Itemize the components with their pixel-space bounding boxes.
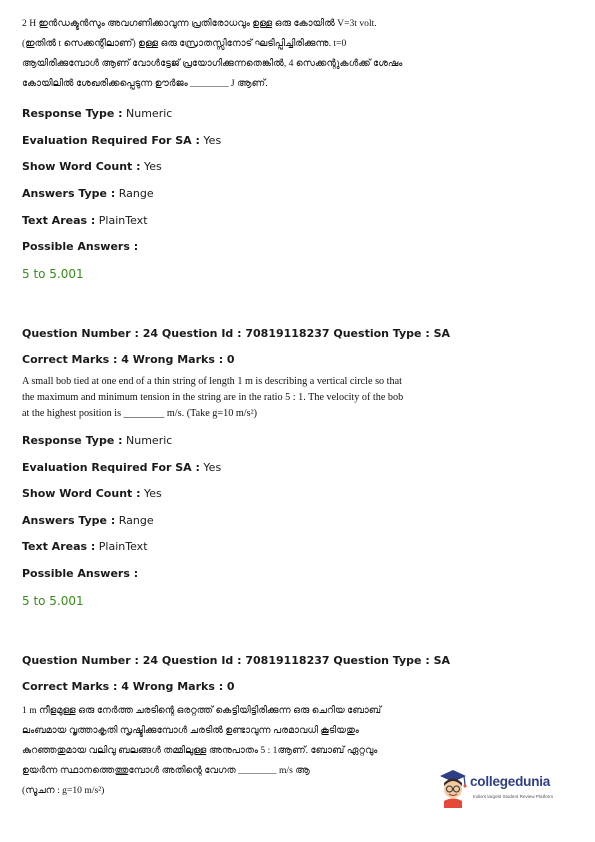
question-header: Question Number : 24 Question Id : 70819118237 Question Type : SA bbox=[22, 654, 451, 667]
field-label: Text Areas : bbox=[22, 214, 96, 227]
field-value: PlainText bbox=[98, 540, 148, 553]
question-text bbox=[22, 14, 562, 94]
q24-en-field-answers-type bbox=[22, 514, 562, 527]
top-field-text-areas bbox=[22, 214, 562, 227]
field-label: Answers Type : bbox=[22, 187, 116, 200]
field-label: Possible Answers : bbox=[22, 567, 139, 580]
question-line: 1 m നീളമുള്ള ഒരു നേർത്ത ചരടിന്റെ ഒരറ്റത്ത് കെട്ടിയിട്ടിരിക്കുന്ന ഒരു ചെറിയ ബോബ് bbox=[22, 705, 382, 716]
field-value: Yes bbox=[203, 461, 222, 474]
field-label: Response Type : bbox=[22, 434, 123, 447]
field-value: Range bbox=[118, 514, 154, 527]
field-value: Yes bbox=[203, 134, 222, 147]
field-value: PlainText bbox=[98, 214, 148, 227]
question-line: at the highest position is ________ m/s. (Take g=10 m/s²) bbox=[22, 408, 258, 420]
q24-en-field-text-areas bbox=[22, 540, 562, 553]
field-value: Yes bbox=[144, 487, 162, 500]
field-label: Text Areas : bbox=[22, 540, 96, 553]
top-field-evaluation bbox=[22, 134, 562, 147]
collegedunia-logo[interactable] bbox=[436, 768, 576, 812]
q24-ml-marks bbox=[22, 680, 562, 693]
question-marks: Correct Marks : 4 Wrong Marks : 0 bbox=[22, 353, 235, 366]
field-label: Show Word Count : bbox=[22, 160, 141, 173]
field-label: Evaluation Required For SA : bbox=[22, 134, 200, 147]
q24-en-header bbox=[22, 327, 562, 340]
q24-ml-header bbox=[22, 654, 562, 667]
possible-answer: 5 to 5.001 bbox=[22, 267, 84, 281]
top-question bbox=[22, 14, 562, 94]
question-line: the maximum and minimum tension in the string are in the ratio 5 : 1. The velocity of the bob bbox=[22, 392, 404, 404]
possible-answer: 5 to 5.001 bbox=[22, 594, 84, 608]
q24-en-field-response-type bbox=[22, 434, 562, 447]
q24-en-field-evaluation bbox=[22, 461, 562, 474]
top-field-word-count bbox=[22, 160, 562, 173]
question-line: കോയിലിൽ ശേഖരിക്കപ്പെടുന്ന ഊർജം ________ J ആണ്. bbox=[22, 78, 268, 89]
top-field-response-type bbox=[22, 107, 562, 120]
top-field-possible-answers bbox=[22, 240, 562, 253]
question-line: ആയിരിക്കുമ്പോൾ ആണ് വോൾട്ടേജ് പ്രയോഗിക്കുന്നതെങ്കിൽ, 4 സെക്കന്റുകൾക്ക് ശേഷം bbox=[22, 58, 403, 69]
question-marks: Correct Marks : 4 Wrong Marks : 0 bbox=[22, 680, 235, 693]
question-line: ലംബമായ വൃത്താകൃതി സൃഷ്ടിക്കുമ്പോൾ ചരടിൽ ഉണ്ടാവുന്ന പരമാവധി കൂടിയതും bbox=[22, 725, 359, 736]
field-label: Possible Answers : bbox=[22, 240, 139, 253]
question-line: ഉയർന്ന സ്ഥാനത്തെത്തുമ്പോൾ അതിന്റെ വേഗത ________ m/s ആ bbox=[22, 765, 310, 776]
top-answer bbox=[22, 267, 562, 281]
question-header: Question Number : 24 Question Id : 70819118237 Question Type : SA bbox=[22, 327, 451, 340]
logo-tagline: India's largest Student Review Platform bbox=[473, 794, 554, 799]
field-label: Show Word Count : bbox=[22, 487, 141, 500]
field-label: Answers Type : bbox=[22, 514, 116, 527]
field-label: Evaluation Required For SA : bbox=[22, 461, 200, 474]
question-line: A small bob tied at one end of a thin string of length 1 m is describing a vertical circle so that bbox=[22, 376, 402, 387]
q24-en-marks bbox=[22, 353, 562, 366]
top-field-answers-type bbox=[22, 187, 562, 200]
field-label: Response Type : bbox=[22, 107, 123, 120]
field-value: Numeric bbox=[126, 434, 173, 447]
logo-name: collegedunia bbox=[470, 774, 551, 789]
field-value: Numeric bbox=[126, 107, 173, 120]
graduate-mascot-icon bbox=[436, 768, 470, 808]
field-value: Range bbox=[118, 187, 154, 200]
question-line: 2 H ഇൻഡക്ടൻസും അവഗണിക്കാവുന്ന പ്രതിരോധവും ഉള്ള ഒരു കോയിൽ V=3t volt. bbox=[22, 18, 377, 29]
q24-en-answer bbox=[22, 594, 562, 608]
q24-en-field-word-count bbox=[22, 487, 562, 500]
field-value: Yes bbox=[144, 160, 162, 173]
question-line: (സൂചന : g=10 m/s²) bbox=[22, 785, 105, 796]
question-line: (ഇതിൽ t സെക്കന്റിലാണ്) ഉള്ള ഒരു സ്രോതസ്സിനോട് ഘടിപ്പിച്ചിരിക്കുന്നു. t=0 bbox=[22, 38, 347, 49]
q24-en-text bbox=[22, 374, 562, 423]
question-line: കുറഞ്ഞതുമായ വലിവു ബലങ്ങൾ തമ്മിലുള്ള അനുപാതം 5 : 1ആണ്. ബോബ് ഏറ്റവും bbox=[22, 745, 378, 756]
question-text bbox=[22, 374, 562, 423]
q24-en-field-possible-answers bbox=[22, 567, 562, 580]
